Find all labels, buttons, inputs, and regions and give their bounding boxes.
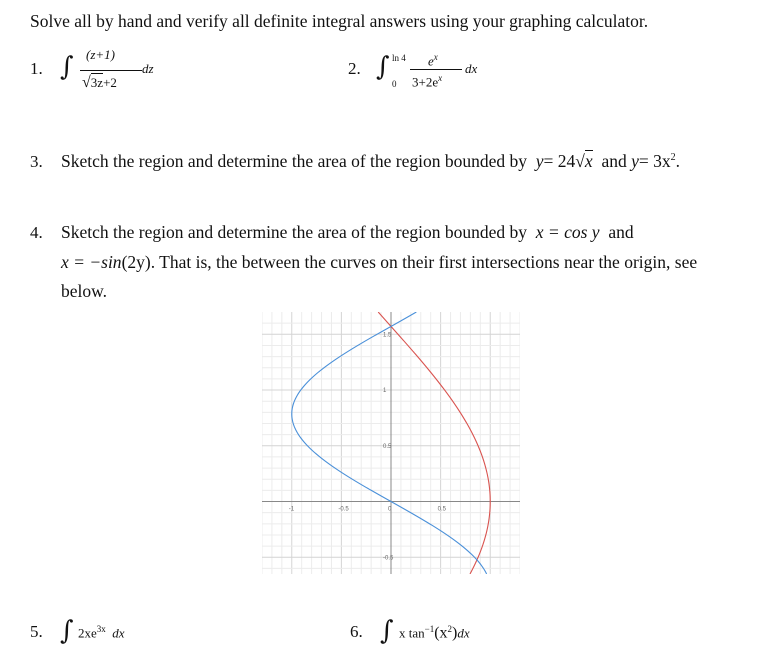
x-tick-label: -1 bbox=[288, 506, 295, 513]
p1-numerator: (z+1) bbox=[86, 47, 115, 62]
p6-integrand: x $\tan^{-1}(x^2)dx$ bbox=[399, 624, 470, 642]
y-tick-label: 0.5 bbox=[383, 443, 392, 450]
instructions: Solve all by hand and verify all definite integral answers using your graphing calculator. bbox=[30, 11, 649, 31]
problem-3-number: 3. bbox=[30, 152, 43, 171]
y-tick-label: 1 bbox=[383, 388, 387, 395]
p2-denominator: $3+2e^x$ bbox=[412, 73, 443, 90]
p1-differential: dz bbox=[142, 61, 154, 76]
x-tick-label: -0.5 bbox=[338, 506, 349, 513]
p4-line3: below. bbox=[61, 281, 108, 301]
problem-1-number: 1. bbox=[30, 59, 43, 78]
problem-2-number: 2. bbox=[348, 59, 361, 78]
p4-line2: x = −sin(2y). That is, the between the curves on their first intersections near the origin, see bbox=[61, 252, 698, 272]
p2-fraction-bar bbox=[410, 69, 462, 70]
p4-line1: Sketch the region and determine the area of the region bounded by x = cos y and bbox=[61, 222, 634, 242]
integral-sign-1: ∫ bbox=[60, 52, 74, 82]
p5-integrand: $2xe^{3x}$ dx bbox=[78, 624, 125, 641]
problem-6-number: 6. bbox=[350, 622, 363, 641]
p2-differential: dx bbox=[465, 61, 478, 76]
curves-graph bbox=[262, 312, 520, 574]
integral-sign-2: ∫ bbox=[376, 52, 390, 82]
problem-5-number: 5. bbox=[30, 622, 43, 641]
integral-sign-5: ∫ bbox=[60, 616, 74, 646]
p2-upper-limit: ln 4 bbox=[392, 53, 406, 63]
y-tick-label: -0.5 bbox=[383, 555, 394, 562]
p1-denominator: √3z+2 bbox=[82, 74, 117, 91]
x-tick-label: 0.5 bbox=[437, 506, 446, 513]
p2-lower-limit: 0 bbox=[392, 79, 397, 89]
x-tick-label: 0 bbox=[388, 506, 392, 513]
integral-sign-6: ∫ bbox=[380, 616, 394, 646]
p2-numerator: $e^x$ bbox=[428, 52, 438, 69]
p1-fraction-bar bbox=[80, 70, 142, 71]
y-tick-label: 1.5 bbox=[383, 332, 392, 339]
graph-tick-labels bbox=[289, 332, 447, 561]
problem-4-number: 4. bbox=[30, 223, 43, 242]
p3-text: Sketch the region and determine the area of the region bounded by y= 24√x and $y= 3x^2$. bbox=[61, 151, 680, 171]
